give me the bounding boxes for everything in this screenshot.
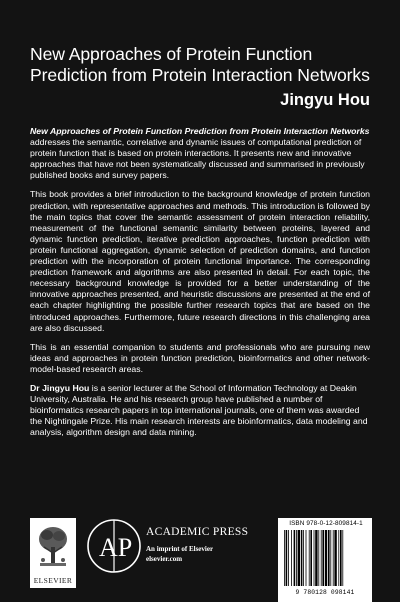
publisher-url: elsevier.com xyxy=(146,555,183,563)
author-bio-text: is a senior lecturer at the School of Information Technology at Deakin University, Australia. He and his research group have published a number of bioinformatics research papers in top international journals, one of them was awarded the Nightingale Prize. His main research interests are bioinformatics, data modeling and analysis, algorithm design and data mining. xyxy=(30,382,368,438)
author-name: Jingyu Hou xyxy=(280,91,370,109)
author-bio xyxy=(30,383,370,438)
ap-logo-letters: AP xyxy=(99,533,133,562)
barcode-bars xyxy=(282,530,368,588)
isbn-barcode xyxy=(278,518,372,602)
elsevier-label: ELSEVIER xyxy=(33,576,73,585)
blurb-book-title: New Approaches of Protein Function Prediction from Protein Interaction Networks xyxy=(30,126,370,136)
author-bio-name: Dr Jingyu Hou xyxy=(30,382,90,393)
elsevier-logo xyxy=(30,518,76,588)
blurb-paragraph-2: This book provides a brief introduction to the background knowledge of protein function prediction, with representative approaches and methods. This introduction is followed by the main topics that cover the semantic assessment of protein interaction reliability, measurement of the functional semantic similarity between proteins, layered and dynamic function prediction, iterative prediction approaches, function prediction with protein functional aggregation, dynamic selection of prediction domains, and function prediction with the incorporation of protein functional importance. The corresponding prediction framework and algorithms are also presented in detail. For each topic, the necessary background knowledge is provided for a better understanding of the innovative approaches presented, and heuristic discussions are presented at the end of each chapter highlighting the possible further research topics that are based on the introduced approaches. Furthermore, future research directions in this challenging area are also discussed. xyxy=(30,189,370,333)
isbn-label: ISBN 978-0-12-809814-1 xyxy=(289,520,363,527)
blurb-paragraph-1 xyxy=(30,126,370,181)
imprint-text: An imprint of Elsevier xyxy=(146,545,214,553)
book-title-line-1: New Approaches of Protein Function xyxy=(30,44,313,64)
blurb-paragraph-3: This is an essential companion to students and professionals who are pursuing new ideas and approaches in protein function prediction, bioinformatics and other network-model-based research areas. xyxy=(30,341,370,374)
publisher-footer xyxy=(0,510,400,600)
academic-press-name: ACADEMIC PRESS xyxy=(146,526,249,538)
book-title-line-2: Prediction from Protein Interaction Networks xyxy=(30,65,370,85)
back-cover-blurb xyxy=(30,126,370,446)
book-title xyxy=(30,44,380,86)
barcode-digits: 9 780128 098141 xyxy=(295,589,355,596)
academic-press-logo-icon xyxy=(86,518,142,574)
elsevier-tree-icon xyxy=(36,523,70,571)
blurb-paragraph-1-text: addresses the semantic, correlative and dynamic issues of computational prediction of protein function that is based on protein interactions. It presents new and innovative approaches that have not been systematically discussed and summarised in previously published books and survey papers. xyxy=(30,137,365,181)
